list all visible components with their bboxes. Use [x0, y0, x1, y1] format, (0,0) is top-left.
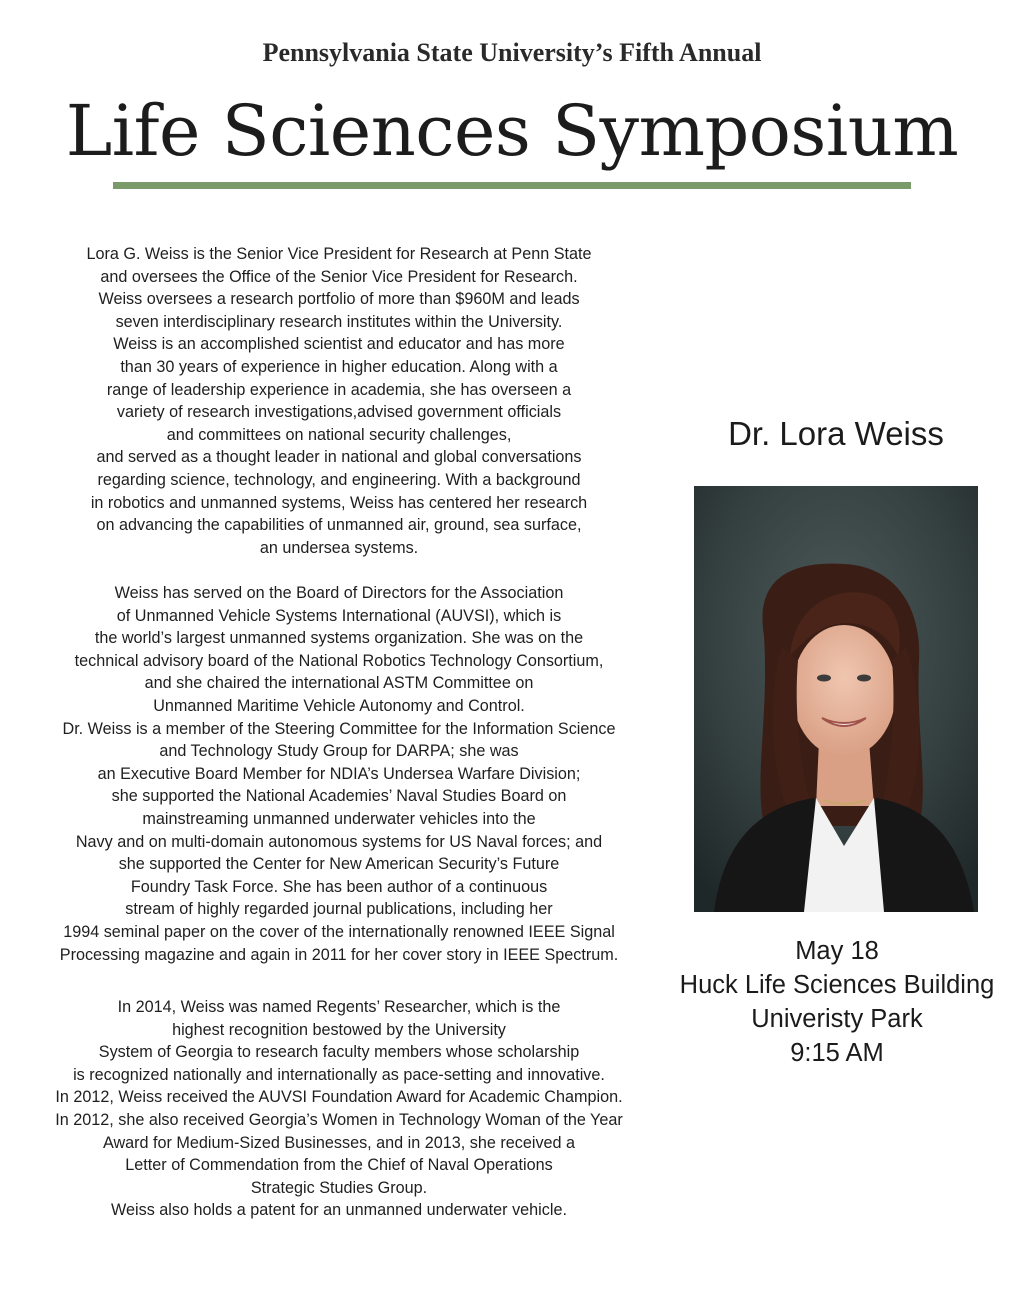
page-title: Life Sciences Symposium	[65, 90, 959, 172]
bio-line: Weiss also holds a patent for an unmanned underwater vehicle.	[111, 1201, 567, 1220]
bio-line: Strategic Studies Group.	[250, 1178, 428, 1197]
bio-line: highest recognition bestowed by the University	[172, 1020, 506, 1039]
bio-line: of Unmanned Vehicle Systems International (AUVSI), which is	[116, 606, 562, 625]
bio-line: variety of research investigations,advised government officials	[116, 403, 562, 422]
bio-line: Dr. Weiss is a member of the Steering Committee for the Information Science	[62, 719, 616, 738]
bio-line: Weiss is an accomplished scientist and educator and has more	[113, 335, 565, 354]
bio-line: seven interdisciplinary research institutes within the University.	[115, 312, 563, 331]
bio-paragraph-1	[0, 243, 678, 559]
event-time: 9:15 AM	[790, 1039, 884, 1067]
bio-line: mainstreaming unmanned underwater vehicles into the	[142, 809, 536, 828]
bio-line: Award for Medium-Sized Businesses, and in 2013, she received a	[102, 1133, 576, 1152]
event-details	[650, 934, 1024, 1070]
event-date: May 18	[795, 937, 879, 965]
bio-line: Unmanned Maritime Vehicle Autonomy and Control.	[153, 696, 525, 715]
bio-line: and she chaired the international ASTM Committee on	[144, 674, 534, 693]
bio-line: in robotics and unmanned systems, Weiss has centered her research	[90, 493, 588, 512]
bio-line: and committees on national security challenges,	[166, 425, 512, 444]
speaker-name: Dr. Lora Weiss	[728, 415, 944, 452]
bio-line: an undersea systems.	[259, 538, 419, 557]
bio-line: an Executive Board Member for NDIA’s Undersea Warfare Division;	[97, 764, 581, 783]
bio-line: System of Georgia to research faculty members whose scholarship	[98, 1043, 580, 1062]
bio-line: and Technology Study Group for DARPA; she was	[159, 742, 519, 761]
bio-line: In 2012, Weiss received the AUVSI Foundation Award for Academic Champion.	[55, 1088, 623, 1107]
bio-line: Letter of Commendation from the Chief of Naval Operations	[125, 1156, 553, 1175]
bio-line: Lora G. Weiss is the Senior Vice President for Research at Penn State	[86, 245, 592, 263]
bio-line: Weiss oversees a research portfolio of more than $960M and leads	[98, 290, 580, 309]
bio-line: In 2014, Weiss was named Regents’ Researcher, which is the	[117, 998, 561, 1016]
bio-paragraph-2	[0, 582, 678, 966]
bio-line: and served as a thought leader in national and global conversations	[96, 448, 582, 467]
bio-line: she supported the National Academies’ Naval Studies Board on	[111, 787, 567, 806]
bio-line: than 30 years of experience in higher education. Along with a	[120, 357, 558, 376]
bio-line: on advancing the capabilities of unmanned air, ground, sea surface,	[96, 516, 582, 535]
bio-line: 1994 seminal paper on the cover of the internationally renowned IEEE Signal	[63, 922, 615, 941]
bio-line: Weiss has served on the Board of Directors for the Association	[114, 584, 564, 602]
bio-line: Navy and on multi-domain autonomous systems for US Naval forces; and	[75, 832, 603, 851]
bio-paragraph-3	[0, 996, 678, 1222]
bio-line: In 2012, she also received Georgia’s Women in Technology Woman of the Year	[55, 1110, 623, 1129]
bio-line: technical advisory board of the National Robotics Technology Consortium,	[74, 651, 604, 670]
bio-line: is recognized nationally and internationally as pace-setting and innovative.	[73, 1065, 605, 1084]
event-campus: Univeristy Park	[751, 1005, 923, 1033]
bio-line: and oversees the Office of the Senior Vice President for Research.	[100, 267, 578, 286]
bio-line: range of leadership experience in academia, she has overseen a	[106, 380, 572, 399]
bio-line: Foundry Task Force. She has been author of a continuous	[130, 877, 548, 896]
bio-line: she supported the Center for New American Security’s Future	[118, 855, 560, 874]
bio-line: regarding science, technology, and engineering. With a background	[97, 470, 581, 489]
speaker-portrait	[694, 486, 978, 912]
bio-line: stream of highly regarded journal publications, including her	[125, 900, 553, 919]
title-divider	[113, 182, 911, 189]
event-building: Huck Life Sciences Building	[679, 971, 995, 999]
header-subtitle: Pennsylvania State University’s Fifth Annual	[262, 38, 762, 67]
bio-line: Processing magazine and again in 2011 for her cover story in IEEE Spectrum.	[59, 945, 619, 964]
bio-line: the world’s largest unmanned systems organization. She was on the	[94, 629, 584, 648]
